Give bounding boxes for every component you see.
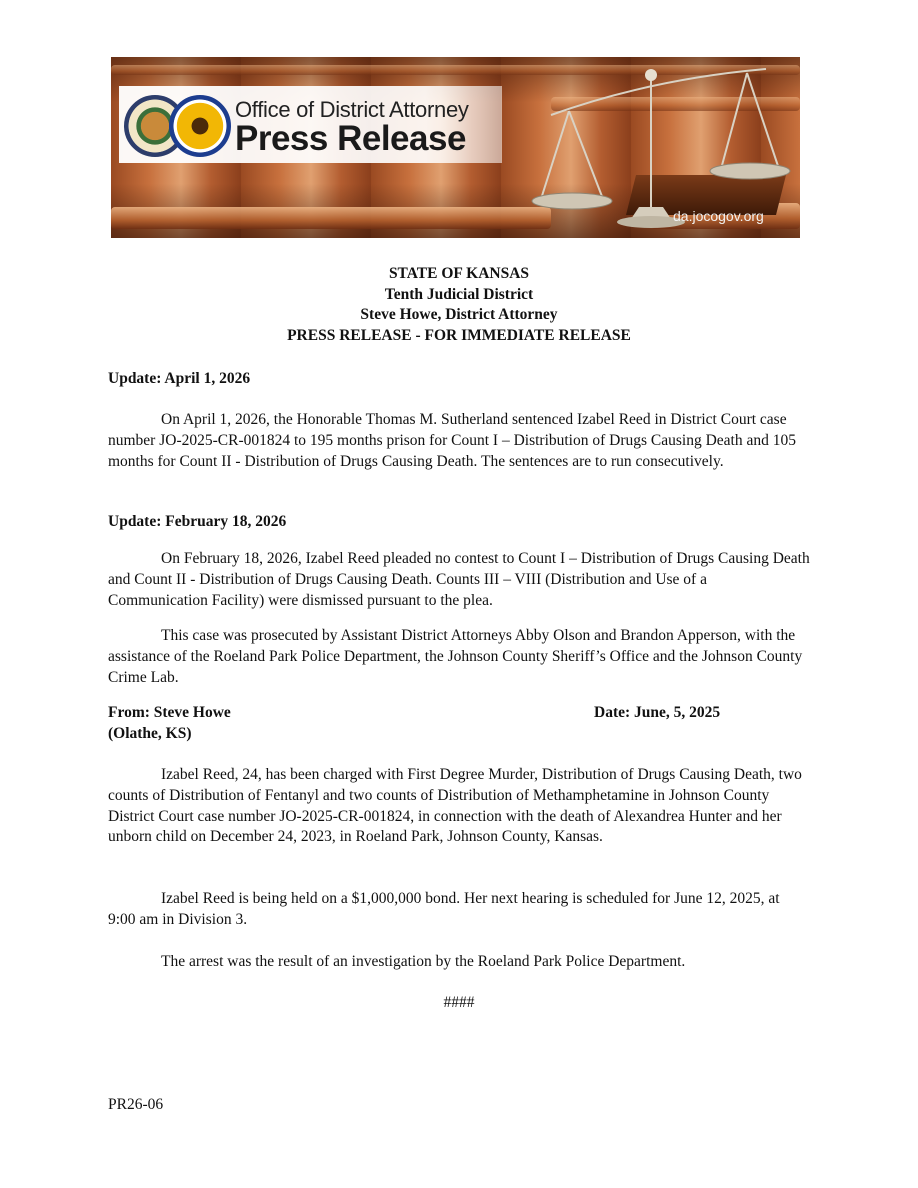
prosecution-credits: This case was prosecuted by Assistant District Attorneys Abby Olson and Brandon Apperson, with the assistance of the Roeland Park Police Department, the Johnson County Sheriff’s Office and the Johnson County Crime Lab.: [108, 627, 803, 686]
banner-office-title: Office of District Attorney: [235, 97, 469, 122]
release-id: PR26-06: [108, 1096, 164, 1113]
update-april-body: On April 1, 2026, the Honorable Thomas M. Sutherland sentenced Izabel Reed in District Court case number JO-2025-CR-001824 to 195 months prison for Count I – Distribution of Drugs Causing Death and 105 months for Count II - Distribution of Drugs Causing Death. The sentences are to run consecutively.: [108, 411, 796, 470]
update-february-body: On February 18, 2026, Izabel Reed pleaded no contest to Count I – Distribution of Drugs Causing Death and Count II - Distribution of Drugs Causing Death. Counts III – VIII (Distribution and Use of a Communication Facility) were dismissed pursuant to the plea.: [108, 550, 810, 609]
release-date: Date: June, 5, 2025: [594, 704, 721, 721]
banner-website: da.jocogov.org: [673, 208, 764, 224]
document-header: [0, 264, 918, 346]
end-of-release-mark: ####: [443, 994, 475, 1011]
header-district: Tenth Judicial District: [384, 285, 534, 303]
johnson-county-seal-icon: [169, 95, 231, 157]
header-release-type: PRESS RELEASE - FOR IMMEDIATE RELEASE: [287, 326, 631, 344]
header-state: STATE OF KANSAS: [388, 265, 530, 282]
charges-paragraph: Izabel Reed, 24, has been charged with First Degree Murder, Distribution of Drugs Causing Death, two counts of Distribution of Fentanyl and two counts of Distribution of Methamphetamine in Johnson County District Court case number JO-2025-CR-001824, in connection with the death of Alexandrea Hunter and her unborn child on December 24, 2023, in Roeland Park, Johnson County, Kansas.: [108, 766, 802, 846]
update-february-heading: Update: February 18, 2026: [108, 513, 287, 530]
from-line: From: Steve Howe: [108, 704, 231, 721]
location-line: (Olathe, KS): [108, 725, 192, 742]
courtroom-bench: [111, 207, 551, 229]
bond-paragraph: Izabel Reed is being held on a $1,000,000 bond. Her next hearing is scheduled for June 12, 2025, at 9:00 am in Division 3.: [108, 890, 780, 928]
header-attorney: Steve Howe, District Attorney: [360, 306, 558, 323]
press-release-banner: [111, 57, 800, 238]
update-april-heading: Update: April 1, 2026: [108, 370, 251, 387]
banner-press-release-title: Press Release: [235, 119, 466, 158]
arrest-paragraph: The arrest was the result of an investigation by the Roeland Park Police Department.: [161, 953, 686, 970]
